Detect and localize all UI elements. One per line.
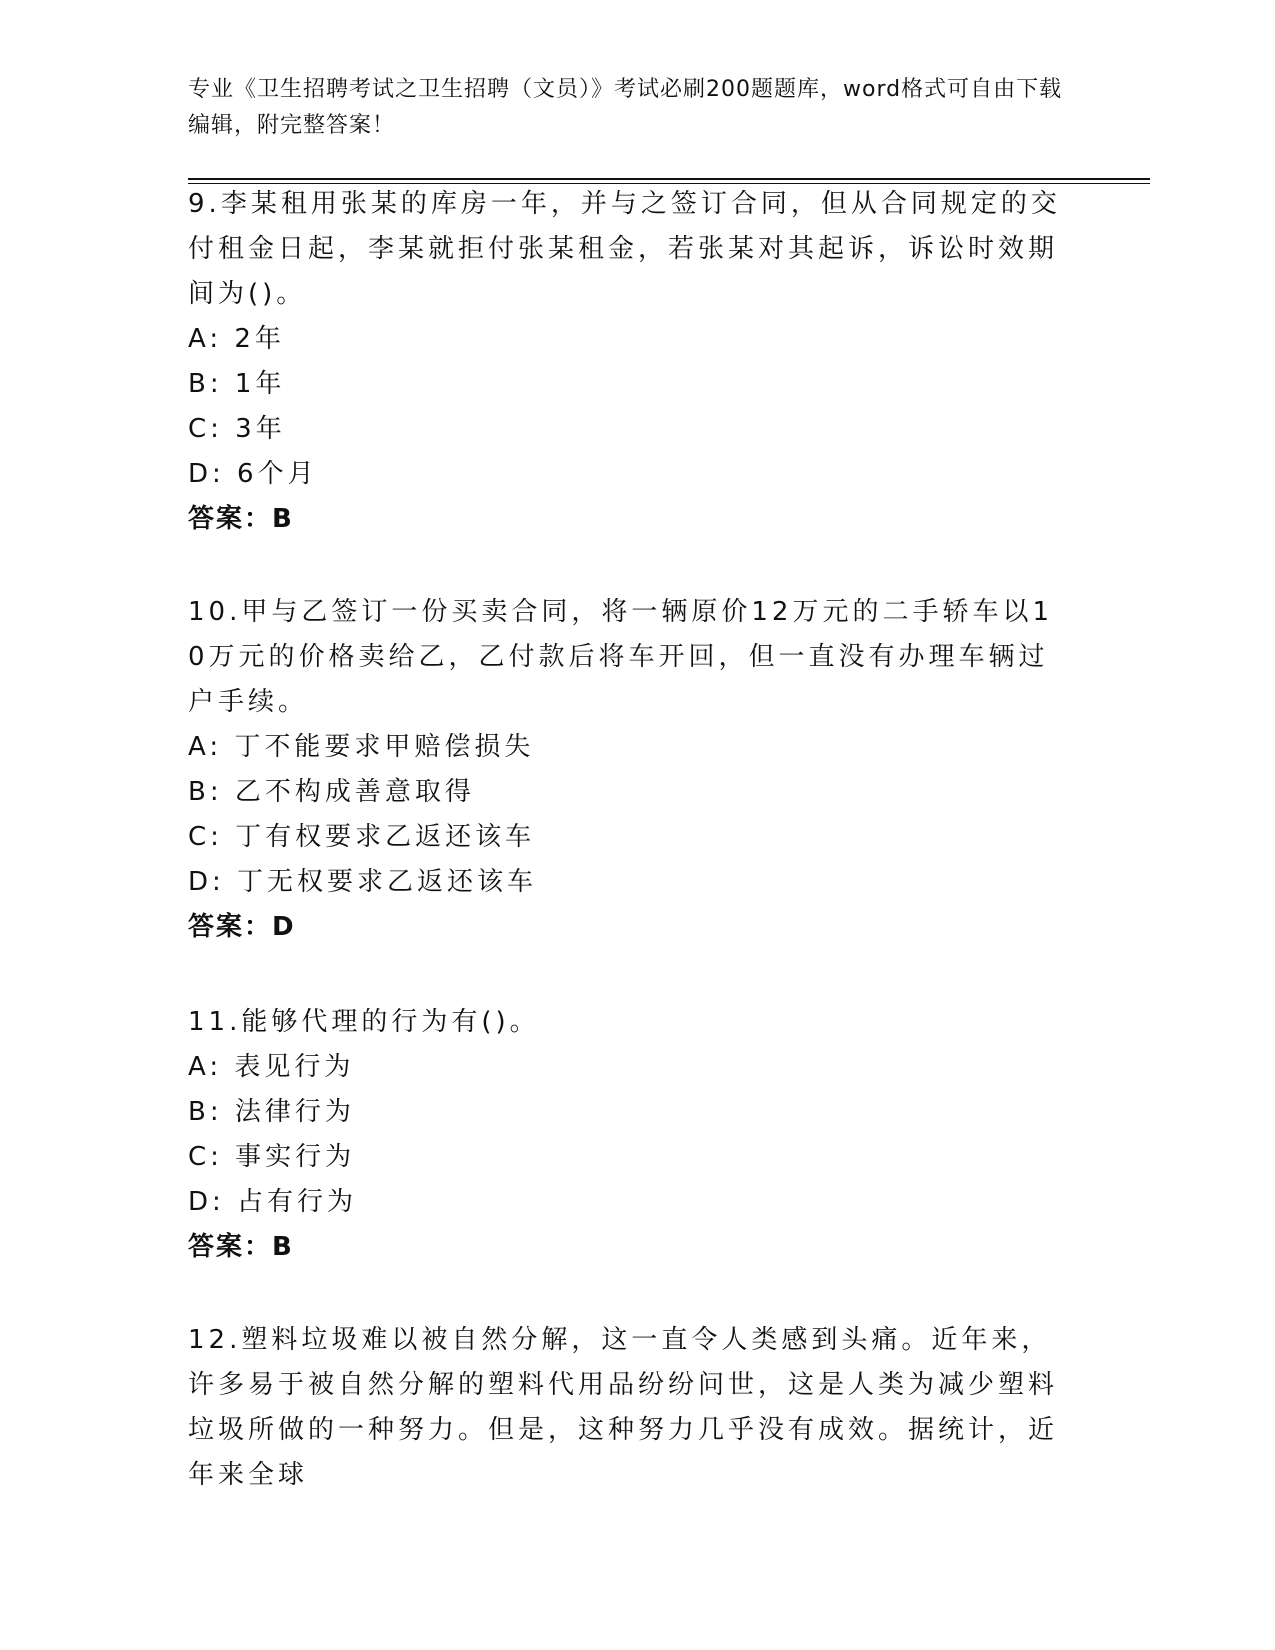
option-c: C: 3年 [188,414,286,444]
header-divider [188,178,1150,180]
question-text [188,590,1068,725]
option-c: C: 丁有权要求乙返还该车 [188,822,536,852]
document-header [188,72,1068,144]
option-b: B: 1年 [188,369,286,399]
question-stem: 李某租用张某的库房一年，并与之签订合同，但从合同规定的交付租金日起，李某就拒付张某租金，若张某对其起诉，诉讼时效期间为()。 [188,189,1061,309]
question-number: 12. [188,1325,242,1355]
option-b: B: 乙不构成善意取得 [188,777,475,807]
header-title: 专业《卫生招聘考试之卫生招聘（文员）》考试必刷200题题库，word格式可自由下载编辑，附完整答案！ [188,77,1063,138]
option-a: A: 表见行为 [188,1052,355,1082]
answer: 答案：D [188,912,296,942]
question-stem: 能够代理的行为有()。 [241,1007,540,1037]
question-12 [188,1318,1068,1498]
question-number: 11. [188,1007,242,1037]
option-a: A: 2年 [188,324,285,354]
question-text [188,182,1068,317]
option-a: A: 丁不能要求甲赔偿损失 [188,732,535,762]
question-text [188,1000,1068,1045]
question-number: 10. [188,597,242,627]
question-11 [188,1000,1068,1270]
option-c: C: 事实行为 [188,1142,356,1172]
question-stem: 塑料垃圾难以被自然分解，这一直令人类感到头痛。近年来，许多易于被自然分解的塑料代用品纷纷问世，这是人类为减少塑料垃圾所做的一种努力。但是，这种努力几乎没有成效。据统计，近年来全球 [188,1325,1059,1490]
option-b: B: 法律行为 [188,1097,355,1127]
answer: 答案：B [188,504,294,534]
option-d: D: 丁无权要求乙返还该车 [188,867,538,897]
question-number: 9. [188,189,221,219]
question-text [188,1318,1068,1498]
option-d: D: 6个月 [188,459,318,489]
question-10 [188,590,1068,950]
question-stem: 甲与乙签订一份买卖合同，将一辆原价12万元的二手轿车以10万元的价格卖给乙，乙付款后将车开回，但一直没有办理车辆过户手续。 [188,597,1053,717]
answer: 答案：B [188,1232,294,1262]
question-9 [188,182,1068,542]
option-d: D: 占有行为 [188,1187,358,1217]
